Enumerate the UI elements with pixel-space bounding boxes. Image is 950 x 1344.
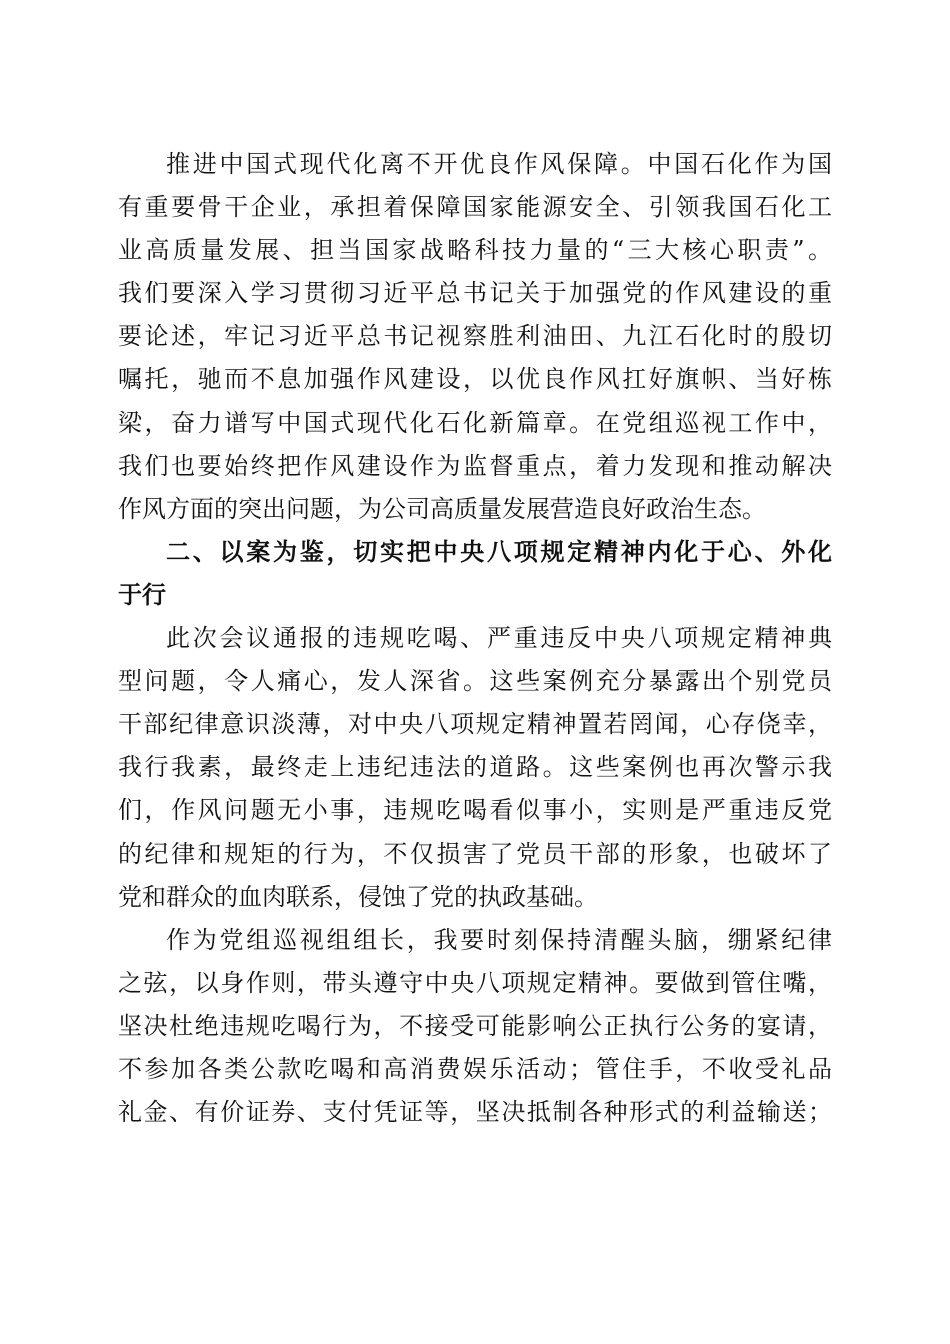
text-line: 梁，奋力谱写中国式现代化石化新篇章。在党组巡视工作中， <box>118 408 832 437</box>
document-page <box>118 143 832 1134</box>
text-line: 我们要深入学习贯彻习近平总书记关于加强党的作风建设的重 <box>118 279 832 308</box>
section-heading <box>118 531 832 617</box>
text-line: 党和群众的血肉联系，侵蚀了党的执政基础。 <box>118 882 598 911</box>
text-line: 我们也要始终把作风建设作为监督重点，着力发现和推动解决 <box>118 451 832 480</box>
text-line: 不参加各类公款吃喝和高消费娱乐活动；管住手，不收受礼品 <box>118 1054 832 1083</box>
heading-line: 于行 <box>118 580 166 609</box>
text-line: 推进中国式现代化离不开优良作风保障。中国石化作为国 <box>166 150 832 178</box>
text-line: 业高质量发展、担当国家战略科技力量的“三大核心职责”。 <box>118 236 832 265</box>
text-line: 型问题，令人痛心，发人深省。这些案例充分暴露出个别党员 <box>118 667 832 696</box>
text-line: 此次会议通报的违规吃喝、严重违反中央八项规定精神典 <box>166 624 832 653</box>
text-line: 作风方面的突出问题，为公司高质量发展营造良好政治生态。 <box>118 494 766 523</box>
text-line: 之弦，以身作则，带头遵守中央八项规定精神。要做到管住嘴， <box>118 968 832 997</box>
text-line: 的纪律和规矩的行为，不仅损害了党员干部的形象，也破坏了 <box>118 839 832 868</box>
text-line: 们，作风问题无小事，违规吃喝看似事小，实则是严重违反党 <box>118 796 832 825</box>
text-line: 要论述，牢记习近平总书记视察胜利油田、九江石化时的殷切 <box>118 322 832 351</box>
text-line: 礼金、有价证券、支付凭证等，坚决抵制各种形式的利益输送； <box>118 1098 832 1127</box>
paragraph-team-leader <box>118 919 832 1134</box>
paragraph-style-guarantee <box>118 143 832 531</box>
text-line: 嘱托，驰而不息加强作风建设，以优良作风扛好旗帜、当好栋 <box>118 365 832 394</box>
text-line: 干部纪律意识淡薄，对中央八项规定精神置若罔闻，心存侥幸， <box>118 710 832 739</box>
heading-line: 二、以案为鉴，切实把中央八项规定精神内化于心、外化 <box>166 537 832 566</box>
text-line: 我行我素，最终走上违纪违法的道路。这些案例也再次警示我 <box>118 753 832 782</box>
text-line: 坚决杜绝违规吃喝行为，不接受可能影响公正执行公务的宴请， <box>118 1011 832 1040</box>
text-line: 作为党组巡视组组长，我要时刻保持清醒头脑，绷紧纪律 <box>166 925 832 954</box>
paragraph-case-warning <box>118 617 832 919</box>
text-line: 有重要骨干企业，承担着保障国家能源安全、引领我国石化工 <box>118 193 832 222</box>
